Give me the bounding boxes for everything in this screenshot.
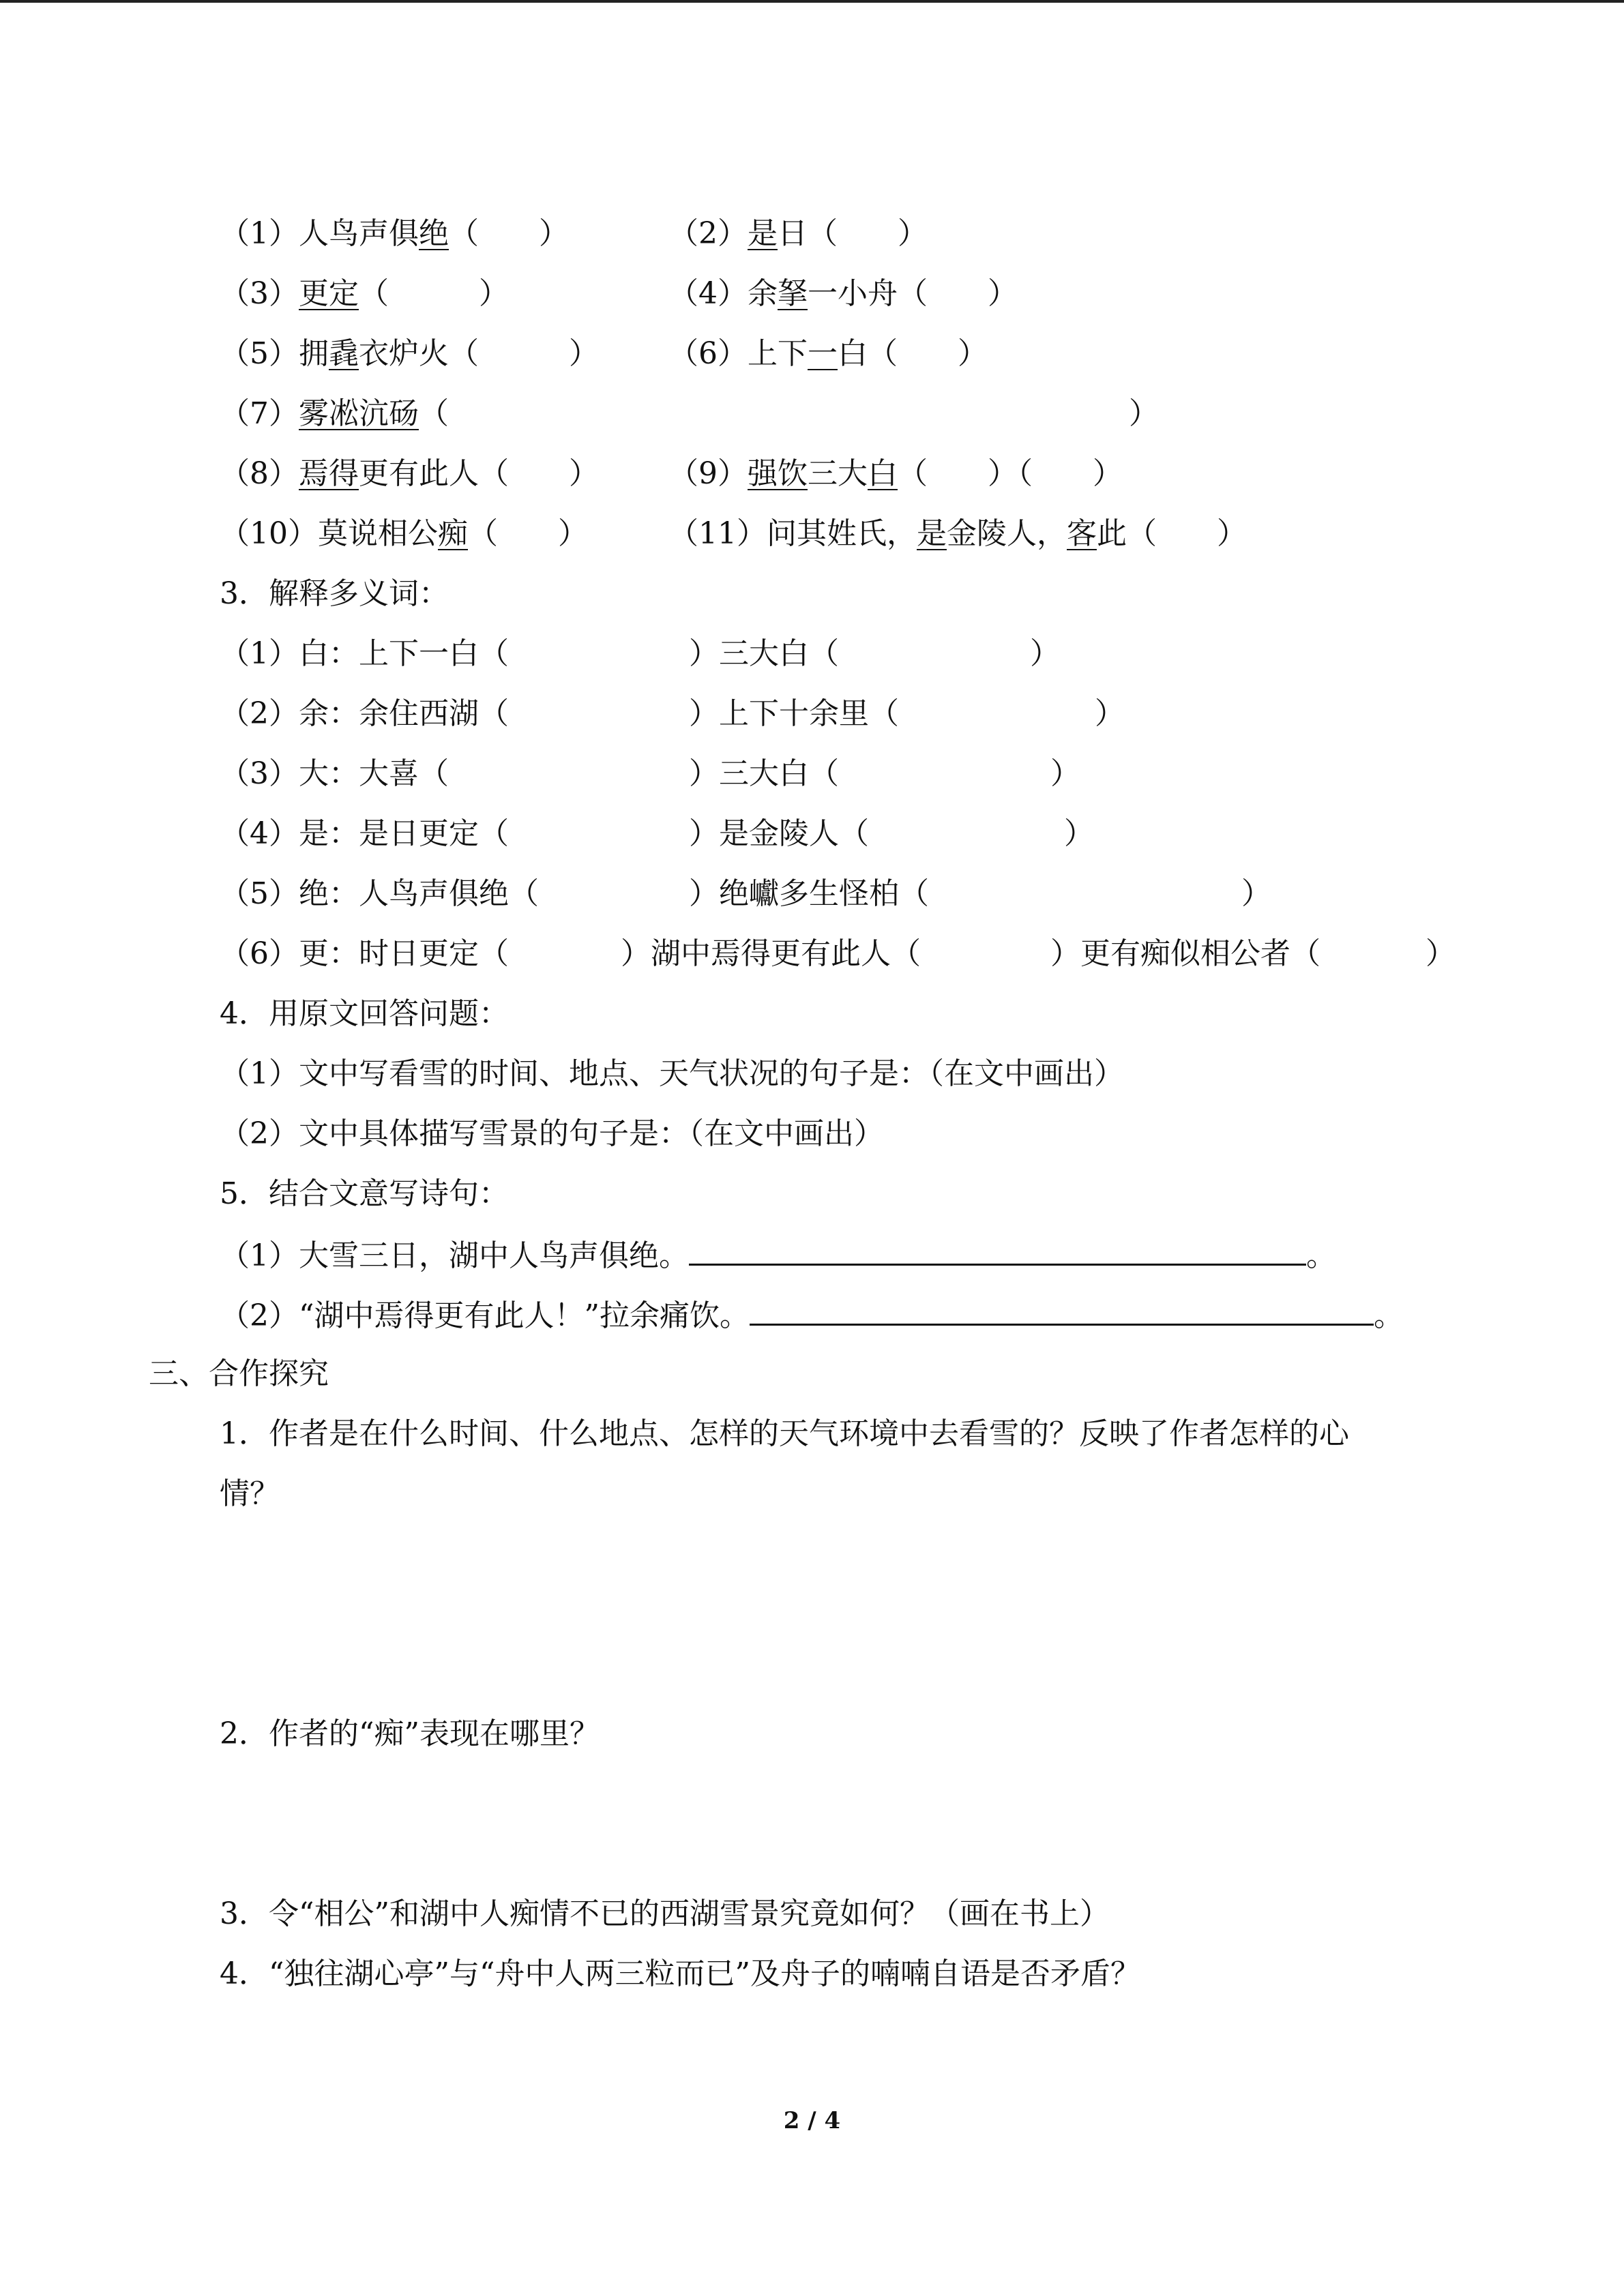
q3-row-4-a: （4）是：是日更定（: [220, 816, 509, 851]
q3-row-1-c: ）: [1030, 636, 1060, 671]
q5-item-2: （2）“湖中焉得更有此人！”拉余痛饮。 。: [220, 1294, 1404, 1337]
q3-row-6-c: ）更有痴似相公者（: [1050, 936, 1320, 971]
section-3-q4: 4．“独往湖心亭”与“舟中人两三粒而已”及舟子的喃喃自语是否矛盾？: [220, 1956, 1140, 1991]
page-number: 2 / 4: [783, 2107, 841, 2134]
vocab-item-2: （2）是日（ ）: [668, 216, 928, 251]
q3-row-4-c: ）: [1064, 816, 1094, 851]
vocab-item-7-close: ）: [1129, 396, 1159, 431]
q3-row-5-a: （5）绝：人鸟声俱绝（: [220, 876, 539, 911]
vocab-item-5: （5）拥毳衣炉火（ ）: [220, 336, 599, 371]
q3-row-6-d: ）: [1426, 936, 1456, 971]
answer-blank[interactable]: [750, 1294, 1374, 1326]
q3-row-6-a: （6）更：时日更定（: [220, 936, 509, 971]
q3-row-5-c: ）: [1241, 876, 1271, 911]
vocab-item-1: （1）人鸟声俱绝（ ）: [220, 216, 569, 251]
q3-row-3-b: ）三大白（: [689, 756, 839, 791]
vocab-item-8: （8）焉得更有此人（ ）: [220, 456, 599, 491]
vocab-item-10: （10）莫说相公痴（ ）: [220, 516, 588, 551]
q4-item-1: （1）文中写看雪的时间、地点、天气状况的句子是：（在文中画出）: [220, 1056, 1124, 1091]
section-3-q1-line1: 1．作者是在什么时间、什么地点、怎样的天气环境中去看雪的？反映了作者怎样的心: [220, 1416, 1349, 1451]
vocab-item-11: （11）问其姓氏，是金陵人，客此（ ）: [668, 516, 1247, 551]
vocab-item-9: （9）强饮三大白（ ）（ ）: [668, 456, 1123, 491]
section-3-q1-line2: 情？: [220, 1476, 280, 1511]
q3-row-4-b: ）是金陵人（: [689, 816, 869, 851]
q5-item-1: （1）大雪三日，湖中人鸟声俱绝。 。: [220, 1234, 1336, 1277]
vocab-item-6: （6）上下一白（ ）: [668, 336, 988, 371]
q3-row-1-a: （1）白：上下一白（: [220, 636, 509, 671]
q3-row-2-c: ）: [1095, 696, 1125, 731]
q3-row-2-b: ）上下十余里（: [689, 696, 899, 731]
q3-row-6-b: ）湖中焉得更有此人（: [621, 936, 921, 971]
q4-item-2: （2）文中具体描写雪景的句子是：（在文中画出）: [220, 1116, 884, 1151]
vocab-item-4: （4）余拏一小舟（ ）: [668, 276, 1018, 311]
vocab-item-3: （3）更定（ ）: [220, 276, 509, 311]
section-3-q2: 2．作者的“痴”表现在哪里？: [220, 1716, 600, 1751]
section-3-q3: 3．令“相公”和湖中人痴情不已的西湖雪景究竟如何？（画在书上）: [220, 1896, 1110, 1931]
q3-title: 3．解释多义词：: [220, 576, 449, 611]
top-rule: [0, 0, 1624, 3]
q3-row-3-a: （3）大：大喜（: [220, 756, 449, 791]
answer-blank[interactable]: [689, 1234, 1306, 1266]
q3-row-1-b: ）三大白（: [689, 636, 839, 671]
q3-row-5-b: ）绝巘多生怪柏（: [689, 876, 929, 911]
q3-row-2-a: （2）余：余住西湖（: [220, 696, 509, 731]
q5-title: 5．结合文意写诗句：: [220, 1176, 509, 1211]
q3-row-3-c: ）: [1050, 756, 1080, 791]
vocab-item-7: （7）雾凇沆砀（: [220, 396, 449, 431]
q4-title: 4．用原文回答问题：: [220, 996, 509, 1031]
section-3-title: 三、合作探究: [149, 1356, 329, 1391]
